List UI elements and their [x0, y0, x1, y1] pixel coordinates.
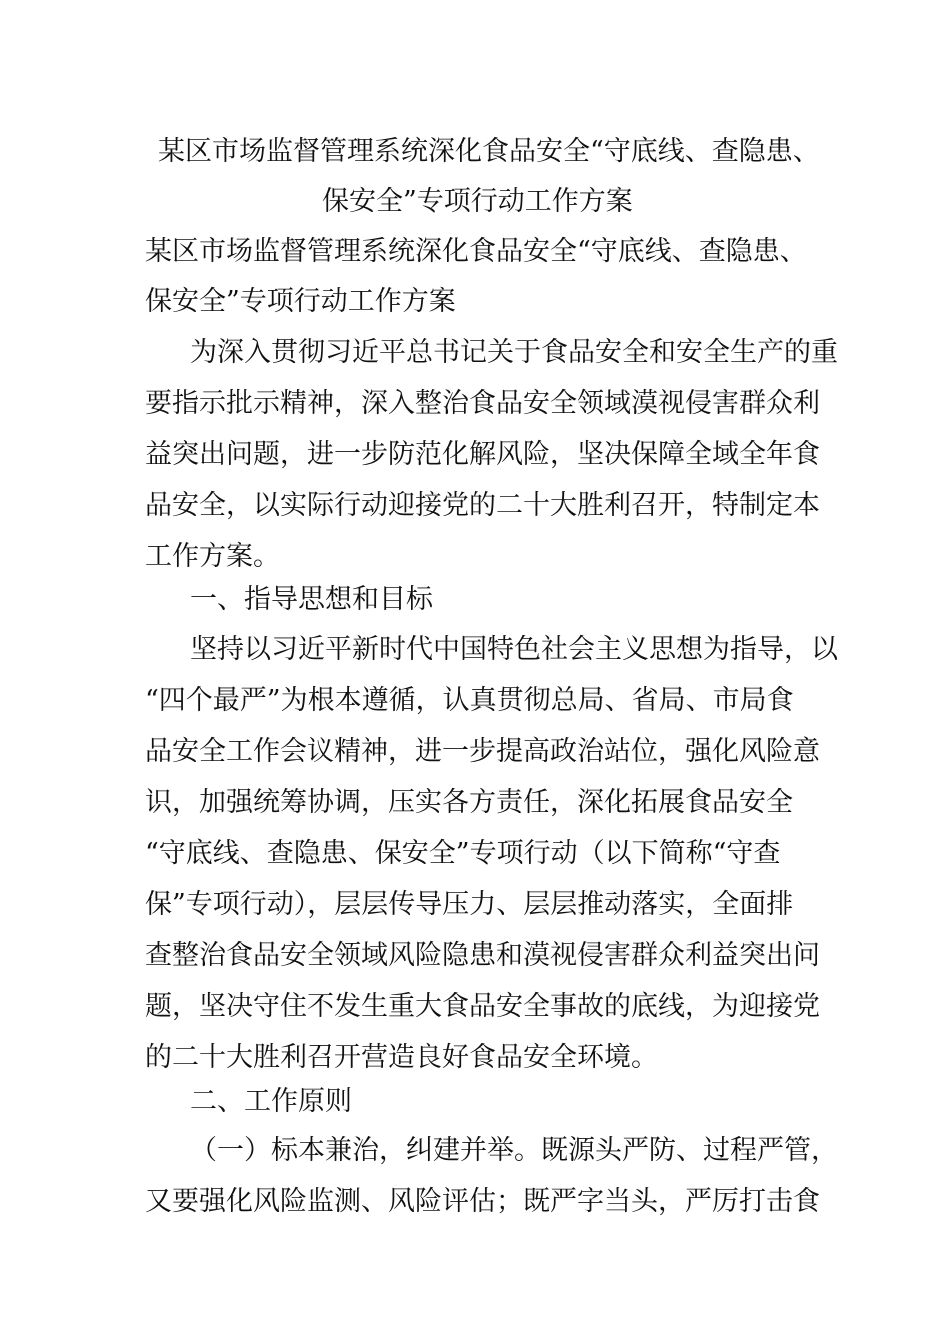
section-1-line-4: 识，加强统筹协调，压实各方责任，深化拓展食品安全: [145, 787, 793, 818]
section-2-line-2: 又要强化风险监测、风险评估；既严字当头，严厉打击食: [145, 1186, 820, 1217]
section-1-heading: 一、指导思想和目标: [190, 584, 433, 615]
section-1-line-2: “四个最严”为根本遵循，认真贯彻总局、省局、市局食: [145, 685, 794, 716]
section-1-line-8: 题，坚决守住不发生重大食品安全事故的底线，为迎接党: [145, 991, 820, 1022]
intro-line-4: 品安全，以实际行动迎接党的二十大胜利召开，特制定本: [145, 490, 820, 521]
section-1-line-1: 坚持以习近平新时代中国特色社会主义思想为指导，以: [190, 634, 838, 665]
section-1-line-7: 查整治食品安全领域风险隐患和漠视侵害群众利益突出问: [145, 940, 820, 971]
repeated-title-line-1: 某区市场监督管理系统深化食品安全“守底线、查隐患、: [145, 236, 807, 267]
intro-line-1: 为深入贯彻习近平总书记关于食品安全和安全生产的重: [190, 337, 838, 368]
section-1-line-9: 的二十大胜利召开营造良好食品安全环境。: [145, 1042, 658, 1073]
document-title-line-2: 保安全”专项行动工作方案: [322, 186, 633, 217]
section-1-line-3: 品安全工作会议精神，进一步提高政治站位，强化风险意: [145, 736, 820, 767]
section-1-line-6: 保”专项行动），层层传导压力、层层推动落实，全面排: [145, 889, 794, 920]
intro-line-2: 要指示批示精神，深入整治食品安全领域漠视侵害群众利: [145, 388, 820, 419]
section-2-heading: 二、工作原则: [190, 1086, 352, 1117]
document-title-line-1: 某区市场监督管理系统深化食品安全“守底线、查隐患、: [158, 136, 820, 167]
repeated-title-line-2: 保安全”专项行动工作方案: [145, 286, 456, 317]
intro-line-3: 益突出问题，进一步防范化解风险，坚决保障全域全年食: [145, 439, 820, 470]
section-2-line-1: （一）标本兼治，纠建并举。既源头严防、过程严管，: [190, 1135, 838, 1166]
section-1-line-5: “守底线、查隐患、保安全”专项行动（以下简称“守查: [145, 838, 781, 869]
intro-line-5: 工作方案。: [145, 541, 280, 572]
